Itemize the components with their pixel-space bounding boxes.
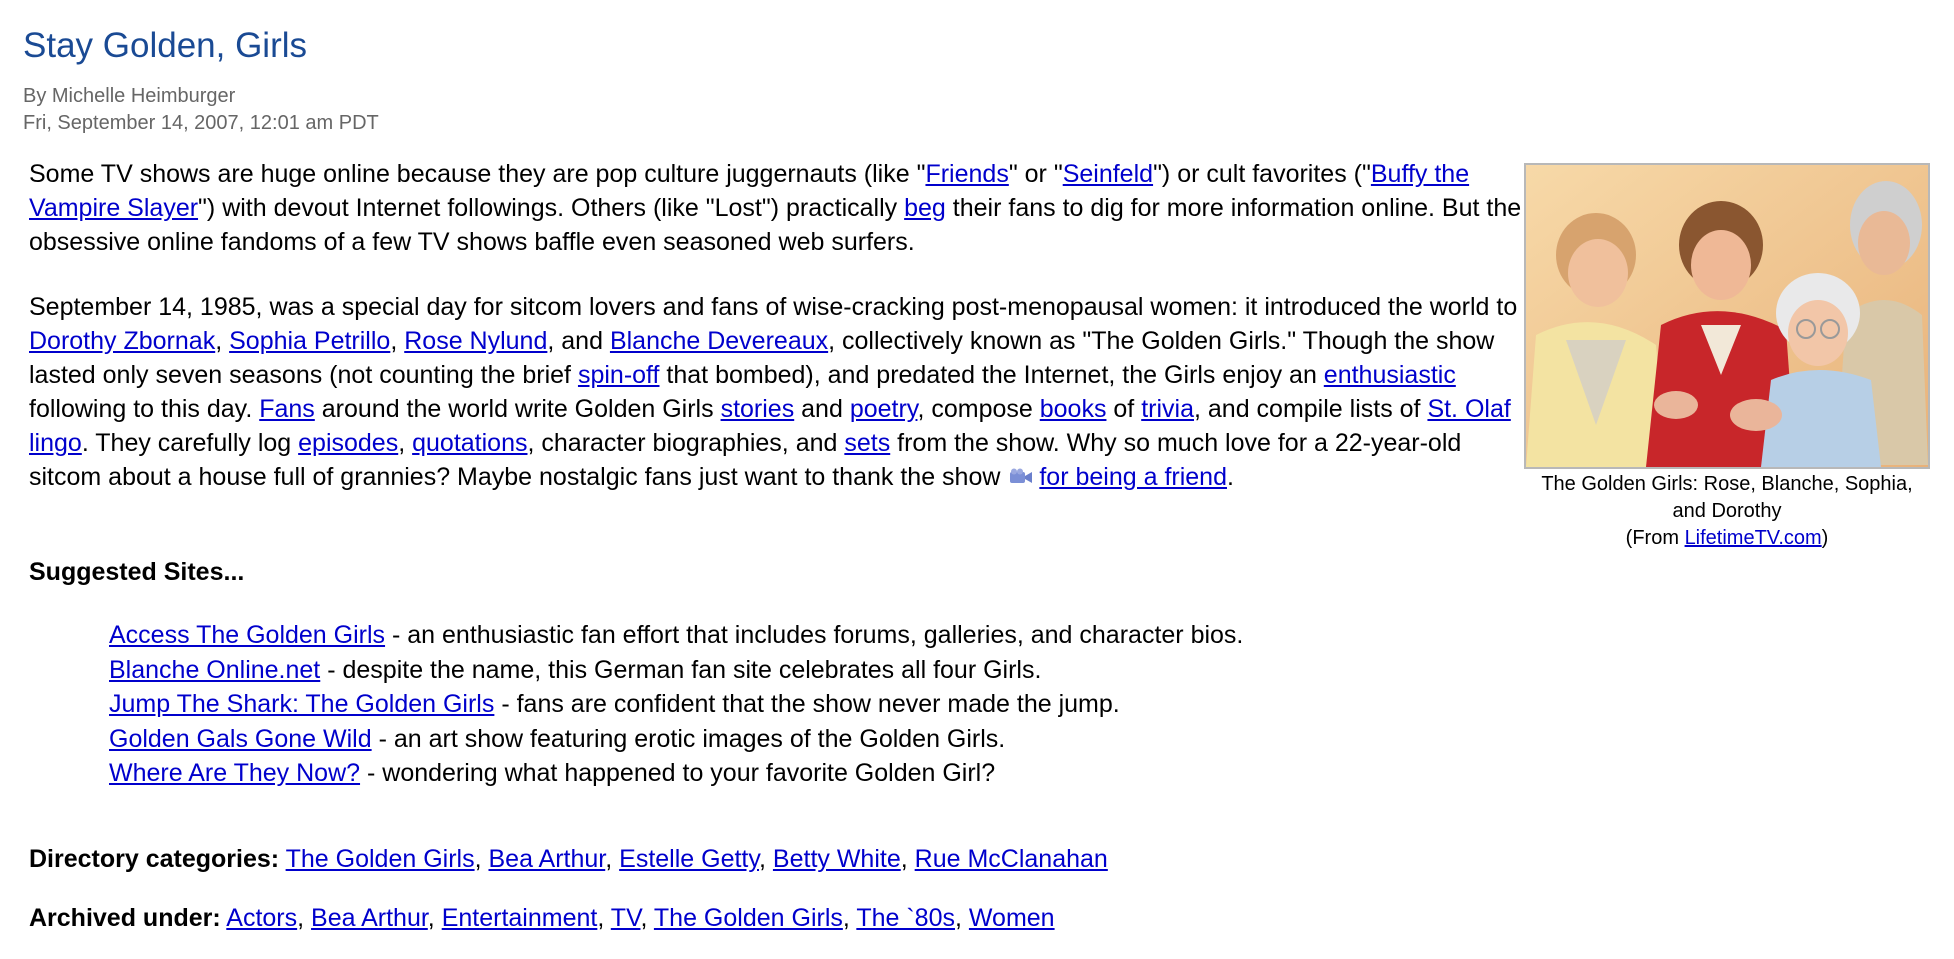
site-link[interactable]: Where Are They Now? xyxy=(109,759,361,787)
separator: , xyxy=(597,904,611,932)
text-run: that bombed), and predated the Internet, the Girls enjoy an xyxy=(659,361,1324,389)
separator: , xyxy=(297,904,312,932)
text-run: . They carefully log xyxy=(81,429,299,457)
directory-categories xyxy=(29,842,1108,876)
directory-label: Directory categories: xyxy=(29,845,280,873)
intro-paragraph xyxy=(29,157,1524,259)
friends-link[interactable]: Friends xyxy=(925,160,1009,188)
photo-figure xyxy=(1524,163,1930,552)
category-link[interactable]: Bea Arthur xyxy=(488,845,606,873)
list-item xyxy=(109,687,1243,722)
lifetimetv-link[interactable]: LifetimeTV.com xyxy=(1684,527,1822,549)
suggested-sites-list xyxy=(109,618,1243,791)
beg-link[interactable]: beg xyxy=(904,194,946,222)
archived-label: Archived under: xyxy=(29,904,221,932)
separator: , xyxy=(842,904,857,932)
text-run: , character biographies, and xyxy=(527,429,845,457)
separator: , xyxy=(640,904,654,932)
text-run: , and compile lists of xyxy=(1194,395,1428,423)
text-run: ") or cult favorites (" xyxy=(1153,160,1371,188)
golden-girls-photo xyxy=(1524,163,1930,469)
sophia-link[interactable]: Sophia Petrillo xyxy=(229,327,391,355)
archive-link[interactable]: The `80s xyxy=(856,904,955,932)
archive-link[interactable]: Women xyxy=(968,904,1055,932)
text-run: , xyxy=(390,327,405,355)
archive-link[interactable]: Actors xyxy=(226,904,298,932)
photo-caption xyxy=(1524,471,1930,552)
being-a-friend-link[interactable]: for being a friend xyxy=(1039,463,1227,491)
buffy-link[interactable]: Buffy the Vampire Slayer xyxy=(29,160,1470,222)
caption-from: (From xyxy=(1625,527,1685,549)
stories-link[interactable]: stories xyxy=(720,395,795,423)
caption-source xyxy=(1524,525,1930,552)
quotations-link[interactable]: quotations xyxy=(412,429,528,457)
archive-link[interactable]: Bea Arthur xyxy=(311,904,428,932)
text-run: , and xyxy=(547,327,610,355)
text-run: following to this day. xyxy=(29,395,260,423)
blanche-link[interactable]: Blanche Devereaux xyxy=(609,327,829,355)
site-description: - despite the name, this German fan site celebrates all four Girls. xyxy=(320,655,1042,684)
separator: , xyxy=(759,845,773,873)
caption-close: ) xyxy=(1821,527,1829,549)
rose-link[interactable]: Rose Nylund xyxy=(404,327,548,355)
archive-link[interactable]: The Golden Girls xyxy=(653,904,843,932)
spin-off-link[interactable]: spin-off xyxy=(577,361,660,389)
separator: , xyxy=(427,904,442,932)
text-run: September 14, 1985, was a special day for sitcom lovers and fans of wise-cracking post-menopausal women: it introduced the world to xyxy=(29,293,1518,321)
text-run: around the world write Golden Girls xyxy=(314,395,721,423)
article-title: Stay Golden, Girls xyxy=(23,26,307,65)
video-camera-icon[interactable] xyxy=(1009,460,1033,494)
main-paragraph xyxy=(29,290,1524,496)
text-run: of xyxy=(1106,395,1142,423)
text-run: from the show. Why so much love for a 22-year-old sitcom about a house full of grannies? Maybe nostalgic fans just want to thank the show xyxy=(29,429,1462,491)
site-link[interactable]: Golden Gals Gone Wild xyxy=(109,724,372,753)
text-run: . xyxy=(1226,463,1234,491)
archive-link[interactable]: Entertainment xyxy=(441,904,598,932)
poetry-link[interactable]: poetry xyxy=(849,395,918,423)
enthusiastic-link[interactable]: enthusiastic xyxy=(1323,361,1456,389)
text-run: and xyxy=(794,395,850,423)
text-run: , xyxy=(215,327,230,355)
archived-under xyxy=(29,901,1055,935)
text-run: , collectively known as "The Golden Girls." Though the show lasted only seven seasons (not counting the brief xyxy=(29,327,1495,389)
list-item xyxy=(109,722,1243,757)
author-byline: By Michelle Heimburger xyxy=(23,85,236,107)
list-item xyxy=(109,653,1243,688)
site-description: - an enthusiastic fan effort that includes forums, galleries, and character bios. xyxy=(385,621,1244,649)
separator: , xyxy=(900,845,915,873)
separator: , xyxy=(474,845,489,873)
list-item xyxy=(109,756,1243,791)
separator: , xyxy=(605,845,620,873)
text-run: " or " xyxy=(1008,160,1063,188)
article-byline-block xyxy=(23,83,379,137)
fans-link[interactable]: Fans xyxy=(259,395,315,423)
sets-link[interactable]: sets xyxy=(844,429,891,457)
publish-date: Fri, September 14, 2007, 12:01 am PDT xyxy=(23,112,379,134)
suggested-sites-heading: Suggested Sites... xyxy=(29,558,245,586)
site-description: - wondering what happened to your favorite Golden Girl? xyxy=(360,759,996,787)
episodes-link[interactable]: episodes xyxy=(298,429,399,457)
trivia-link[interactable]: trivia xyxy=(1141,395,1194,423)
books-link[interactable]: books xyxy=(1039,395,1107,423)
text-run: , compose xyxy=(917,395,1040,423)
site-link[interactable]: Blanche Online.net xyxy=(109,655,321,684)
site-description: - an art show featuring erotic images of the Golden Girls. xyxy=(371,724,1006,753)
category-link[interactable]: Rue McClanahan xyxy=(914,845,1108,873)
category-link[interactable]: Betty White xyxy=(772,845,901,873)
text-run: Some TV shows are huge online because they are pop culture juggernauts (like " xyxy=(29,160,926,188)
st-olaf-lingo-link[interactable]: St. Olaf lingo xyxy=(29,395,1511,457)
site-description: - fans are confident that the show never made the jump. xyxy=(494,690,1120,718)
text-run: ") with devout Internet followings. Others (like "Lost") practically xyxy=(198,194,905,222)
seinfeld-link[interactable]: Seinfeld xyxy=(1062,160,1154,188)
text-run: , xyxy=(398,429,413,457)
separator: , xyxy=(955,904,969,932)
category-link[interactable]: Estelle Getty xyxy=(619,845,760,873)
caption-text: The Golden Girls: Rose, Blanche, Sophia, and Dorothy xyxy=(1541,473,1913,522)
category-link[interactable]: The Golden Girls xyxy=(285,845,475,873)
site-link[interactable]: Jump The Shark: The Golden Girls xyxy=(109,690,495,718)
archive-link[interactable]: TV xyxy=(610,904,641,932)
list-item xyxy=(109,618,1243,653)
text-run: their fans to dig for more information online. But the obsessive online fandoms of a few TV shows baffle even seasoned web surfers. xyxy=(29,194,1522,256)
site-link[interactable]: Access The Golden Girls xyxy=(109,621,386,649)
article-body xyxy=(29,157,1524,527)
dorothy-link[interactable]: Dorothy Zbornak xyxy=(29,327,216,355)
